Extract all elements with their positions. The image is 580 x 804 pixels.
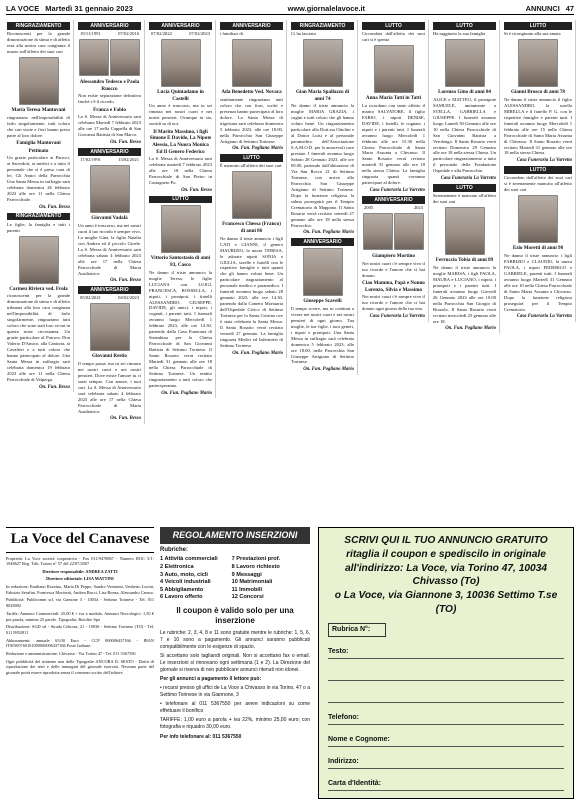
funeral-home: Casa Funeraria La Varretto bbox=[369, 187, 425, 193]
masthead-text: Tariffe: Annunci Commerciali: 25,00 € + iva a modulo. Annunci Necrologici: 1,50 € per parola, minimo 25 parole. Tipografia: Rotolito Spa bbox=[6, 610, 154, 622]
section-label: LUTTO bbox=[149, 196, 212, 204]
section-label: RINGRAZIAMENTO bbox=[7, 22, 70, 30]
date-range bbox=[78, 295, 141, 301]
nome-field[interactable]: Nome e Cognome: bbox=[328, 725, 564, 747]
coupon-form-body bbox=[318, 527, 574, 799]
portrait-photo bbox=[90, 303, 130, 351]
indirizzo-field[interactable]: Indirizzo: bbox=[328, 747, 564, 769]
funeral-home: On. Fun. Besso bbox=[110, 416, 141, 422]
paper-name: LA VOCE bbox=[6, 4, 40, 14]
section-label: LUTTO bbox=[504, 22, 572, 30]
funeral-home: On. Fun. Pogliano Mario bbox=[303, 230, 354, 236]
deceased-name: Francesco Chessa (Franco) di anni 86 bbox=[222, 221, 281, 235]
regulations-text: • recarsi presso gli uffici de La Voce a Chivasso in via Torino, 47 o a Settimo Torinese in via Giannone, 3 bbox=[160, 685, 310, 699]
column-4 bbox=[217, 20, 287, 358]
section-label: LUTTO bbox=[220, 154, 283, 162]
notice-text: Un grazie particolare ai Parroci, ai Sacerdoti, ai medici e a tutto il personale che si è preso cura di lei. Gli Amici della Parrocchia Una Santa Messa in suffragio sarà celebrata domenica 26 febbraio 2023 alle ore 11 nella Chiesa Parrocchiale. bbox=[7, 155, 70, 203]
notice-text: sentitamente ringraziano tutti coloro che con fiori, scritti e presenza hanno partecipato al loro dolore. La Santa Messa di trigesima sarà celebrata domenica 5 febbraio 2023, alle ore 18.00, nella Parrocchia San Giuseppe Artigiano di Settimo Torinese. bbox=[220, 96, 284, 144]
section-label: ANNIVERSARIO bbox=[78, 148, 141, 156]
date-end: 13/02/2021 bbox=[118, 157, 139, 163]
family-name: Pettinato bbox=[28, 147, 49, 154]
date-end: 07/02/2023 bbox=[189, 31, 210, 37]
regulations-text: • telefonare al 011 5367550 per avere indicazioni su come effettuare il bonifico bbox=[160, 701, 310, 715]
category-column bbox=[160, 556, 218, 601]
portrait-photo bbox=[161, 39, 201, 87]
deceased-name: Giampiero Mortino bbox=[372, 253, 415, 260]
deceased-name: Ferruccio Tobia di anni 89 bbox=[435, 257, 494, 264]
funeral-home: Casa Funeraria La Varretto bbox=[369, 313, 425, 319]
notice-text: Ne danno il triste annuncio il figlio ALESSANDRO, la sorella MIRELLA e il fratello P. G. con le rispettive famiglie e parenti tutti. I funerali avranno luogo Mercoledì 1 febbraio alle ore 15 nella Chiesa Parrocchiale di Santa Maria Assunta di Chivasso. Il Santo Rosario verrà recitato Martedì 31 gennaio alle ore 18 nella stessa Chiesa. bbox=[504, 96, 572, 156]
date-start: 19/11/1991 bbox=[80, 31, 101, 37]
deceased-name: Carmen Riviera ved. Frola bbox=[9, 285, 68, 292]
portrait-photo bbox=[90, 165, 130, 213]
coupon-title-line: SCRIVI QUI IL TUO ANNUNCIO GRATUITO bbox=[344, 535, 548, 546]
carta-identita-field[interactable]: Carta d'Identità: bbox=[328, 769, 564, 791]
masthead-director: Direttore responsabile: ANDREA ZATTI bbox=[42, 568, 118, 574]
funeral-home: On. Fun. Pogliano Mario bbox=[303, 366, 354, 372]
deceased-name: Lucia Quintadamo in Castelli bbox=[157, 89, 204, 102]
category-column bbox=[232, 556, 281, 601]
date-start: 17/02/1991 bbox=[80, 157, 101, 163]
notice-text: Ne danno il triste annuncio la moglie MARISA, i figli PAOLA, MAURA e LUCIANO, i nipoti, i pronipoti e i parenti tutti. I funerali avranno luogo Giovedì 26 Gennaio 2023 alle ore 10.00 nella Parrocchia San Giorgio di Brozolo. Il Santo Rosario verrà recitato mercoledì 25 gennaio alle ore 18. bbox=[433, 264, 496, 324]
coupon-title-line: o La Voce, via Giannone 3, 10036 Settimo T.se (TO) bbox=[334, 590, 558, 615]
portrait-photo bbox=[19, 57, 59, 105]
family-name: Franca e Fabio bbox=[93, 106, 126, 113]
section-label: ANNIVERSARIO bbox=[362, 196, 425, 204]
portrait-photo bbox=[445, 39, 485, 87]
category-item: 12 Concorsi bbox=[231, 594, 264, 601]
telefono-field[interactable]: Telefono: bbox=[328, 703, 564, 725]
notice-text: Non esiste separazione definitiva finché c'è il ricordo. bbox=[78, 93, 141, 105]
notice-text: Ne danno il triste annuncio la moglie Teresa, le figlie LUCIANA con LUIGI, FRANCESCA, ROSSELLA, i nipoti, i pronipoti, i fratelli ALESSANDRO, GIUSEPPE, DAVIDE, gli amici, i nipoti, i cognati, i parenti tutti. I funerali avranno luogo Mercoledì 1 febbraio 2023, alle ore 14.30, partendo dalla Casa Funeraria di Strambino per la Chiesa Parrocchiale di San Giovanni Battista di Settimo Torinese. Il Santo Rosario verrà recitato Martedì 31 gennaio alle ore 18 nella Chiesa Parrocchiale di Settimo Torinese. Un sentito ringraziamento a tutti coloro che parteciperanno. bbox=[149, 269, 212, 389]
column-2 bbox=[75, 20, 145, 424]
category-item: 6 Lavoro offerto bbox=[160, 594, 203, 601]
masthead-text: Distribuzione: SGD srl - Strada Cebrosa, 21 - 10036 - Settimo Torinese (TO) - Tel. 011 8952811 bbox=[6, 624, 154, 636]
date-end: 07/02/2016 bbox=[118, 31, 139, 37]
coupon-title-line: ritaglia il coupon e spediscilo in originale bbox=[346, 548, 546, 560]
deceased-name: Gianni Brosco di anni 78 bbox=[511, 89, 565, 96]
deceased-name: Giuseppe Scavelli bbox=[303, 298, 342, 305]
masthead-text: Redazione e amministrazione: Chivasso - Via Torino 47 - Tel. 011 5367550 bbox=[6, 651, 136, 657]
notice-text: Serenamente è mancato all'affetto dei suoi cari bbox=[433, 193, 496, 205]
testo-line[interactable] bbox=[328, 659, 564, 681]
notice-text: riconoscenti per la grande dimostrazione di stima e di affetto tributata alla loro cara congiunta nell'impossibilità di farlo singolarmente, ringraziano tutti coloro che sono stati loro vicini in questa triste circostanza. Un grazie particolare al Parroco Don Valerio D'Amico, alla Cantoria, ai Cavalieri e a tutti coloro che hanno partecipato al dolore. Una Santa Messa in suffragio sarà celebrata domenica 19 febbraio 2023 alle ore 11 nella Chiesa Parrocchiale di Valperga. bbox=[7, 293, 70, 383]
section-label: ANNIVERSARIO bbox=[291, 238, 354, 246]
section-label: ANNIVERSARIO bbox=[78, 22, 141, 30]
funeral-home: On. Fun. Besso bbox=[39, 204, 70, 210]
notice-text: Un anno è trascorso, ma tu sei rimasta nei nostri cuori e nei nostri pensieri. Ovunque tu sia, sorridi su di noi. bbox=[149, 103, 212, 127]
portrait-photo bbox=[303, 248, 343, 296]
testo-label: Testo: bbox=[328, 637, 564, 659]
section-label: RINGRAZIAMENTO bbox=[7, 213, 70, 221]
deceased-name: Giovanni Vadalà bbox=[91, 215, 128, 222]
notice-text: Riconoscenti per la grande dimostrazione di stima e di affetto resa alla nostra cara congiunta il marzo sull'affetto dei suoi cari bbox=[7, 31, 70, 55]
notice-text: ringraziano nell'impossibilità di farlo singolarmente, tutti coloro che con visite e fiori hanno preso parte al loro dolore. bbox=[7, 114, 70, 138]
category-item: 3 Auto, moto, cicli bbox=[160, 571, 208, 578]
notice-text: Il tempo passa, ma tu sei rimasto nei nostri cuori e nei nostri pensieri. Dove esiste l'amore tu ci sarai sempre. Con amore, i tuoi cari. La S. Messa di Anniversario sarà celebrata sabato 4 febbraio 2023 alle ore 17 nella Chiesa Parrocchiale di Maria Ausiliatrice. bbox=[78, 361, 141, 414]
date-start: 2005 bbox=[364, 205, 374, 211]
portrait-photo bbox=[518, 39, 558, 87]
family-name: Ciao Mamma, Papà e Nonno Lorenzo, Silvia e Massimo bbox=[362, 280, 425, 293]
masthead-title: La Voce del Canavese bbox=[6, 527, 154, 553]
masthead-director: Direttore editoriale: LISA MATTINI bbox=[46, 576, 114, 582]
category-item: 5 Abbigliamento bbox=[160, 586, 204, 593]
funeral-home: Casa Funeraria La Varretto bbox=[516, 157, 572, 163]
deceased-name: Anna Maria Tatti in Tatti bbox=[365, 95, 422, 102]
funeral-home: On. Fun. Besso bbox=[110, 278, 141, 284]
notice-text: Ne danno il triste annuncio i figli FABRIZIO e CLAUDIO, la nuora PAOLA, i nipoti FEDERICO e GABRIELE, parenti tutti. I funerali avranno luogo Martedì 31 Gennaio alle ore 10 nella Chiesa Parrocchiale di Santa Maria Assunta a Chivasso. Dopo la funzione religiosa proseguirà per il Tempio Crematorio. bbox=[504, 252, 572, 312]
testo-line[interactable] bbox=[328, 681, 564, 703]
portrait-photo bbox=[445, 207, 485, 255]
regulations-text: Per gli annunci a pagamento il lettore può: bbox=[160, 675, 262, 682]
deceased-name: Gian Maria Spallazzo di anni 74 bbox=[295, 89, 350, 102]
funeral-home: On. Fun. Pogliano Mario bbox=[161, 390, 212, 396]
photo-row bbox=[78, 37, 141, 78]
notice-text: Ne danno il triste annuncio la moglie MARIA GRAZIA, i cugini e tutti coloro che gli hanno voluto bene. Un ringraziamento particolare alla Dott.ssa Ottolini e al Dottor Luisi e al personale paramedico dell'Associazione S.A.M.O.D. per la amorevoli cure prestate. I funerali avranno luogo Sabato 28 Gennaio 2023, alle ore 09.00, partendo dall'abitazione di Via San Rocco 21 di Settimo Torinese, con arrivo alla Parrocchia San Giuseppe Artigiano di Settimo Torinese. Dopo la funzione religiosa la salma proseguirà per il Tempio Crematorio di Mappano. Il Santo Rosario verrà recitato venerdì 27 gennaio alle ore 18 nella stessa Parrocchia. bbox=[291, 103, 354, 228]
coupon-notice: Il coupon è valido solo per una inserzione bbox=[176, 605, 294, 626]
site-url[interactable]: www.giornalelavoce.it bbox=[287, 4, 366, 14]
category-item: 1 Attività commerciali bbox=[160, 556, 218, 563]
column-6 bbox=[359, 20, 429, 322]
page-number: 47 bbox=[565, 4, 574, 14]
notice-text: Ne danno il triste annuncio i figli CATI e GIANNI, il genero MAURIZIO, la nuora TERESA, le adorate nipoti SONIA e GIULIA, sorelle e fratelli con le rispettive famiglie e tutti quanti che gli hanno voluto bene. Un particolare ringraziamento al personale medico e paramedico. I funerali avranno luogo sabato 28 gennaio 2023, alle ore 14.30, partendo dalla Camera Mortuaria dell'Ospedale Civico di Settimo Torinese per la Santa Cristina ove è stata celebrata la Santa Messa. Il Santo Rosario verrà recitato venerdì 27 gennaio. La famiglia ringrazia Medici ed Infermieri di Settimo Torinese. bbox=[220, 235, 283, 349]
section-label: LUTTO bbox=[504, 166, 572, 174]
rubrica-field[interactable]: Rubrica N°: bbox=[328, 623, 386, 637]
portrait-photo bbox=[394, 213, 424, 250]
portrait-photo bbox=[232, 171, 272, 219]
section-label: ANNIVERSARIO bbox=[78, 286, 141, 294]
funeral-home: On. Fun. Besso bbox=[181, 187, 212, 193]
funeral-home: Casa Funeraria La Varretto bbox=[440, 175, 496, 181]
masthead-box bbox=[6, 527, 154, 799]
notice-text: Si è ricongiunto alla sua amata bbox=[504, 31, 561, 37]
funeral-home: On. Fun. Besso bbox=[110, 139, 141, 145]
column-3 bbox=[146, 20, 216, 398]
info-phone: Per info telefonare al: 011 5367550 bbox=[160, 733, 242, 740]
funeral-home: Casa Funeraria La Varretto bbox=[516, 314, 572, 320]
portrait-photo bbox=[363, 213, 393, 250]
masthead-text: Pubblicità: Publicomm srl, via Gamone 3 - 10034 - Settimo Torinese - Tel. 011 8028002 bbox=[6, 597, 154, 609]
column-8 bbox=[501, 20, 576, 322]
deceased-name: Vittorio Santostasio di anni 83, Casco bbox=[150, 255, 211, 269]
section-label: RINGRAZIAMENTO bbox=[291, 22, 354, 30]
regulations-text: TARIFFE: 1,00 euro a parola + iva 22%, minimo 25,00 euro; con fotografia e riquadro 30,00 euro. bbox=[160, 717, 310, 731]
notice-text: i familiari di bbox=[220, 31, 243, 37]
coupon-title bbox=[328, 534, 564, 617]
portrait-photo bbox=[303, 39, 343, 87]
category-item: 2 Elettronica bbox=[160, 564, 194, 571]
regulations-box bbox=[160, 527, 310, 799]
coupon-form bbox=[318, 527, 574, 799]
date-range bbox=[149, 31, 212, 37]
notice-text: Nei nostri cuori c'è sempre vivo il tuo ricordo e l'amore che ci hai donato ogni giorno della tua vita. bbox=[362, 294, 425, 312]
notice-text: Ci ha lasciato bbox=[291, 31, 317, 37]
portrait-photo bbox=[79, 39, 109, 76]
masthead-text: Proprietà: La Voce società cooperativa - Fax 011/9478867 - Numero ROC 5/1-1948627 Reg. Trib. Torino n° 57 del 22/07/2007 bbox=[6, 555, 154, 567]
regulations-title: REGOLAMENTO INSERZIONI bbox=[160, 527, 310, 544]
column-1 bbox=[4, 20, 74, 392]
header-right bbox=[520, 4, 574, 14]
notice-text: La S. Messa di Anniversario sarà celebrata martedì 7 febbraio 2023 alle ore 18 nella Chiesa Parrocchiale di San Pietro in Castagneto Po. bbox=[149, 156, 212, 186]
regulations-text: Le rubriche: 2, 3, 4, 8 e 11 sono gratuite mentre le rubriche: 1, 5, 6, 7 e 10 sono a pagamento. Gli annunci saranno pubblicati compatibilmente con le esigenze di spazio. bbox=[160, 629, 310, 650]
deceased-name: Ada Benedetto Ved. Novara bbox=[221, 89, 282, 96]
family-name: Il Marito Massimo, i figli Simone E Davide, La Nipote Alessia, La Nuora Monica Ed Il Genero Federico bbox=[149, 128, 212, 155]
deceased-name: Ezio Moretti di anni 98 bbox=[512, 245, 564, 252]
portrait-photo bbox=[374, 45, 414, 93]
section-label: LUTTO bbox=[362, 22, 425, 30]
date-start: 07/02/2022 bbox=[151, 31, 172, 37]
category-item: 8 Lavoro richiesto bbox=[231, 564, 280, 571]
portrait-photo bbox=[110, 39, 140, 76]
masthead-text: Ogni pubblicità del mittente non delle Tipografie ANCORA IL SESTO - Diritti di riproduzione dei testi e delle immagini del giornale riservati. Nessuna parte del giornale potrà essere riprodotta senza il consenso scritto dell'editore. bbox=[6, 658, 154, 676]
photo-row bbox=[362, 211, 425, 252]
funeral-home: On. Fun. Pogliano Mario bbox=[445, 326, 496, 332]
date-start: 05/02/2021 bbox=[80, 295, 101, 301]
category-item: 4 Veicoli industriali bbox=[160, 579, 211, 586]
portrait-photo bbox=[19, 236, 59, 284]
section-label: LUTTO bbox=[433, 22, 496, 30]
category-item: 11 Immobili bbox=[231, 586, 263, 593]
notice-text: Circondato dall'affetto dei suoi cari si è serenamente mancato all'affetto dei suoi cari bbox=[504, 175, 572, 193]
masthead-text: In redazione: Emiliano Rozzino, Maria Di Peppo, Sandro Venturini, Umberto Lucini, Fabrizio Serafini, Francesca Morisetti, Andrea Bucci, Lisa Bonza, Alessandro Caruso. bbox=[6, 584, 154, 595]
section-label: LUTTO bbox=[433, 184, 496, 192]
deceased-name: Lorenzo Gino di anni 84 bbox=[438, 89, 491, 96]
issue-date: Martedì 31 gennaio 2023 bbox=[45, 4, 134, 14]
notice-text: Le figlie, la famiglia e tutti i parenti bbox=[7, 221, 70, 233]
section-name: ANNUNCI bbox=[525, 4, 560, 14]
notice-text: La ricordano con tanto affetto il marito SALVATORE, il figlio FABIO, i nipoti DENISE, DAVIDE, i fratelli, le cognate, i nipoti e i parenti tutti. I funerali avranno luogo Mercoledì 1 febbraio alle ore 15.30 nella Chiesa Parrocchiale di Santa Maria Assunta a Chivasso. Il Santo Rosario verrà recitato martedì 31 gennaio alle ore 18 nella stessa Chiesa. La famiglia ringrazia quanti vorranno partecipare al dolore. bbox=[362, 102, 425, 186]
section-label: ANNIVERSARIO bbox=[220, 22, 283, 30]
notice-text: È mancato all'affetto dei suoi cari bbox=[220, 163, 282, 169]
regulations-subtitle: Rubriche: bbox=[160, 546, 189, 553]
date-range bbox=[78, 157, 141, 163]
category-item: 7 Prestazioni prof. bbox=[231, 556, 281, 563]
notice-text: Un anno è trascorso, ma nei nostri cuori il tuo ricordo è sempre vivo. La moglie Gina, la figlia Natalia con Andrea ed il piccolo Gioele. La S. Messa di Anniversario sarà celebrata sabato 4 febbraio 2023 alle ore 17 nella Chiesa Parrocchiale di Maria Ausiliatrice. bbox=[78, 222, 141, 276]
funeral-home: On. Fun. Pogliano Mario bbox=[232, 146, 283, 152]
masthead-text: Abbonamenti: annuale 65,00 Euro - CCP 000006437166 - IBAN IT00W0760101000000006437166 Poste Italiane. bbox=[6, 637, 154, 649]
portrait-photo bbox=[161, 205, 201, 253]
notice-text: Circondata dall'affetto dei suoi cari si è spenta bbox=[362, 31, 425, 43]
column-5 bbox=[288, 20, 358, 375]
portrait-photo bbox=[232, 39, 272, 87]
family-name: Famiglia Mantovani bbox=[16, 140, 61, 147]
funeral-home: On. Fun. Besso bbox=[39, 384, 70, 390]
page-header bbox=[6, 3, 574, 15]
category-item: 10 Matrimoniali bbox=[231, 579, 273, 586]
portrait-photo bbox=[518, 195, 558, 243]
section-label: ANNIVERSARIO bbox=[149, 22, 212, 30]
coupon-title-line: all'indirizzo: La Voce, via Torino 47, 10034 Chivasso (To) bbox=[344, 562, 548, 588]
category-list bbox=[160, 556, 310, 601]
notice-text: Nei nostri cuori c'è sempre vivo il tuo ricordo e l'amore che ci hai donato. bbox=[362, 260, 425, 278]
deceased-name: Alessandro Tedesco e Paola Ruocco bbox=[79, 79, 140, 92]
notice-text: Ha raggiunto la sua famiglia bbox=[433, 31, 486, 37]
date-end: 04/02/2023 bbox=[118, 295, 139, 301]
notice-text: Il tempo scorre, ma tu continui a vivere nei nostri cuori e nei nostri pensieri di ogni giorno. Tua moglie, le tue figlie, i tuoi generi, i nipoti e pronipoti. Una Santa Messa in suffragio sarà celebrata domenica 5 febbraio 2023, alle ore 18.00, nella Parrocchia San Giuseppe Artigiano di Settimo Torinese. bbox=[291, 305, 354, 365]
funeral-home: On. Fun. Pogliano Mario bbox=[232, 350, 283, 356]
header-left bbox=[6, 4, 133, 14]
deceased-name: Maria Teresa Mantovani bbox=[11, 107, 66, 114]
notice-text: ALICE e MATTEO, il pronipote SAMUELE, unitamente a STELLA, GABRIELLA e GIUSEPPE. I funerali avranno luogo Lunedì 30 Gennaio alle ore 10 nella Chiesa Parrocchiale di San Giovanni Battista a Verolengo. Il Santo Rosario verrà recitato Domenica 29 Gennaio alle ore 18 nella stessa Chiesa. Un particolare ringraziamento a tutto il personale della Fondazione Ospedale e alla Parrocchia. bbox=[433, 96, 496, 174]
notice-text: La S. Messa di Anniversario sarà celebrata Martedì 7 febbraio 2023 alle ore 17 nella Cappella di San Giovanni Battista di San Marco. bbox=[78, 114, 141, 138]
deceased-name: Giovanni Restio bbox=[92, 353, 127, 360]
date-end: 2023 bbox=[413, 205, 423, 211]
regulations-text: Si accettano solo tagliandi originali. Non si accettano fax o email. Le inserzioni si rinnovano ogni settimana (1 e 2). La Direzione del giornale si riserva di non pubblicare annunci ritenuti non idonei. bbox=[160, 652, 310, 673]
column-7 bbox=[430, 20, 500, 334]
category-item: 9 Messaggi bbox=[231, 571, 262, 578]
